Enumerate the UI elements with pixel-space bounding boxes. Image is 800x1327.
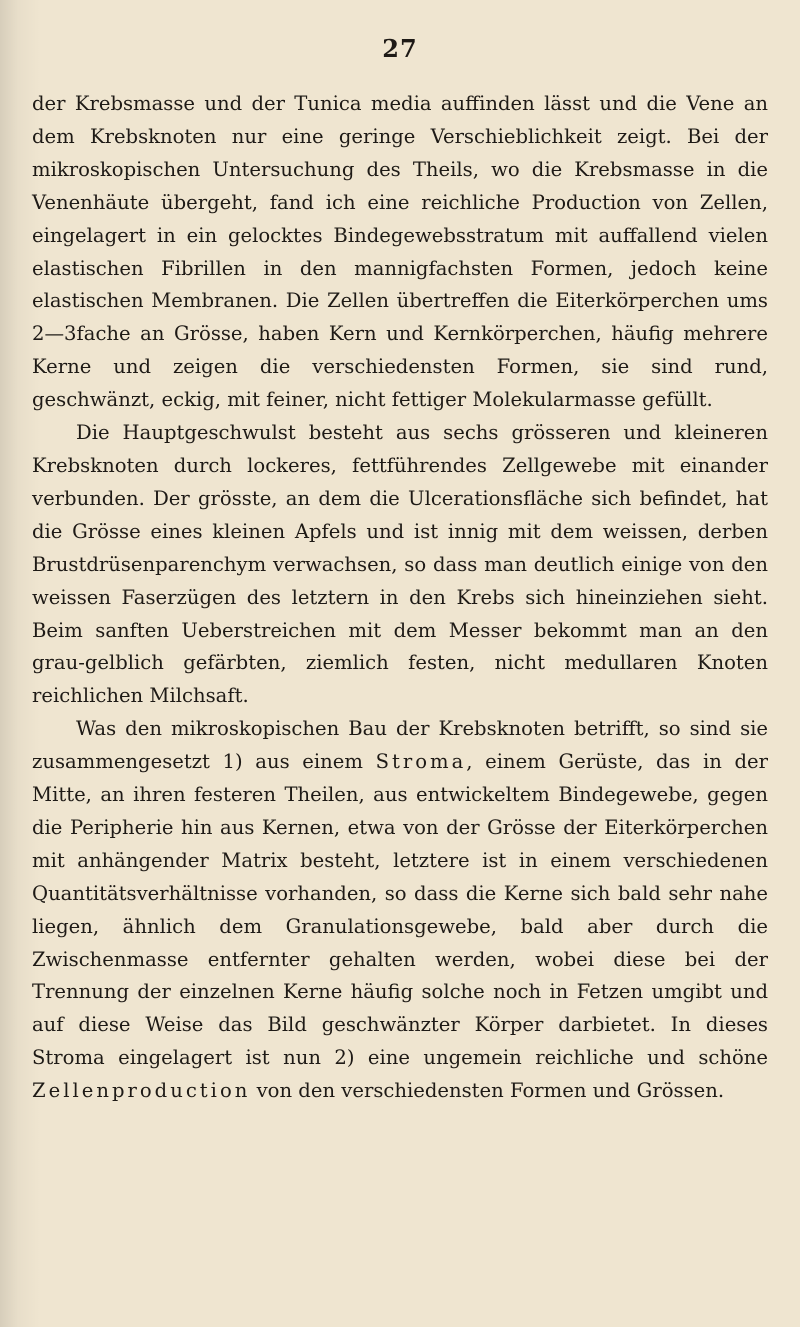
paragraph-3-text-c: von den verschiedensten Formen und Grössen. [250,1079,725,1103]
page-number: 27 [382,34,418,63]
paragraph-3 [32,713,768,1108]
body-text [32,88,768,1108]
paragraph-3-text-b: , einem Gerüste, das in der Mitte, an ihren festeren Theilen, aus entwickeltem Bindegewebe, gegen die Peripherie hin aus Kernen, etwa von der Grösse der Eiterkörperchen mit anhängender Matrix besteht, letztere ist in einem verschiedenen Quantitätsverhältnisse vorhanden, so dass die Kerne sich bald sehr nahe liegen, ähnlich dem Granulationsgewebe, bald aber durch die Zwischenmasse entfernter gehalten werden, wobei diese bei der Trennung der einzelnen Kerne häufig solche noch in Fetzen umgibt und auf diese Weise das Bild geschwänzter Körper darbietet. In dieses Stroma eingelagert ist nun 2) eine ungemein reichliche und schöne [32,750,768,1070]
spaced-term-zellenproduction: Zellenproduction [32,1079,251,1103]
paragraph-2 [32,417,768,713]
spaced-term-stroma: Stroma [375,750,467,774]
paragraph-1 [32,88,768,417]
paragraph-3-text-a: Was den mikroskopischen Bau der Krebsknoten betrifft, so sind sie zusammengesetzt 1) aus einem [32,717,768,774]
paragraph-2-text: Die Hauptgeschwulst besteht aus sechs grösseren und kleineren Krebsknoten durch lockeres, fettführendes Zellgewebe mit einander verbunden. Der grösste, an dem die Ulcerationsfläche sich befindet, hat die Grösse eines kleinen Apfels und ist innig mit dem weissen, derben Brustdrüsenparenchym verwachsen, so dass man deutlich einige von den weissen Faserzügen des letztern in den Krebs sich hineinziehen sieht. Beim sanften Ueberstreichen mit dem Messer bekommt man an den grau-gelblich gefärbten, ziemlich festen, nicht medullaren Knoten reichlichen Milchsaft. [32,421,768,708]
paragraph-1-text: der Krebsmasse und der Tunica media auffinden lässt und die Vene an dem Krebsknoten nur eine geringe Verschieblichkeit zeigt. Bei der mikroskopischen Untersuchung des Theils, wo die Krebsmasse in die Venenhäute übergeht, fand ich eine reichliche Production von Zellen, eingelagert in ein gelocktes Bindegewebsstratum mit auffallend vielen elastischen Fibrillen in den mannigfachsten Formen, jedoch keine elastischen Membranen. Die Zellen übertreffen die Eiterkörperchen ums 2—3fache an Grösse, haben Kern und Kernkörperchen, häufig mehrere Kerne und zeigen die verschiedensten Formen, sie sind rund, geschwänzt, eckig, mit feiner, nicht fettiger Molekularmasse gefüllt. [32,92,768,412]
